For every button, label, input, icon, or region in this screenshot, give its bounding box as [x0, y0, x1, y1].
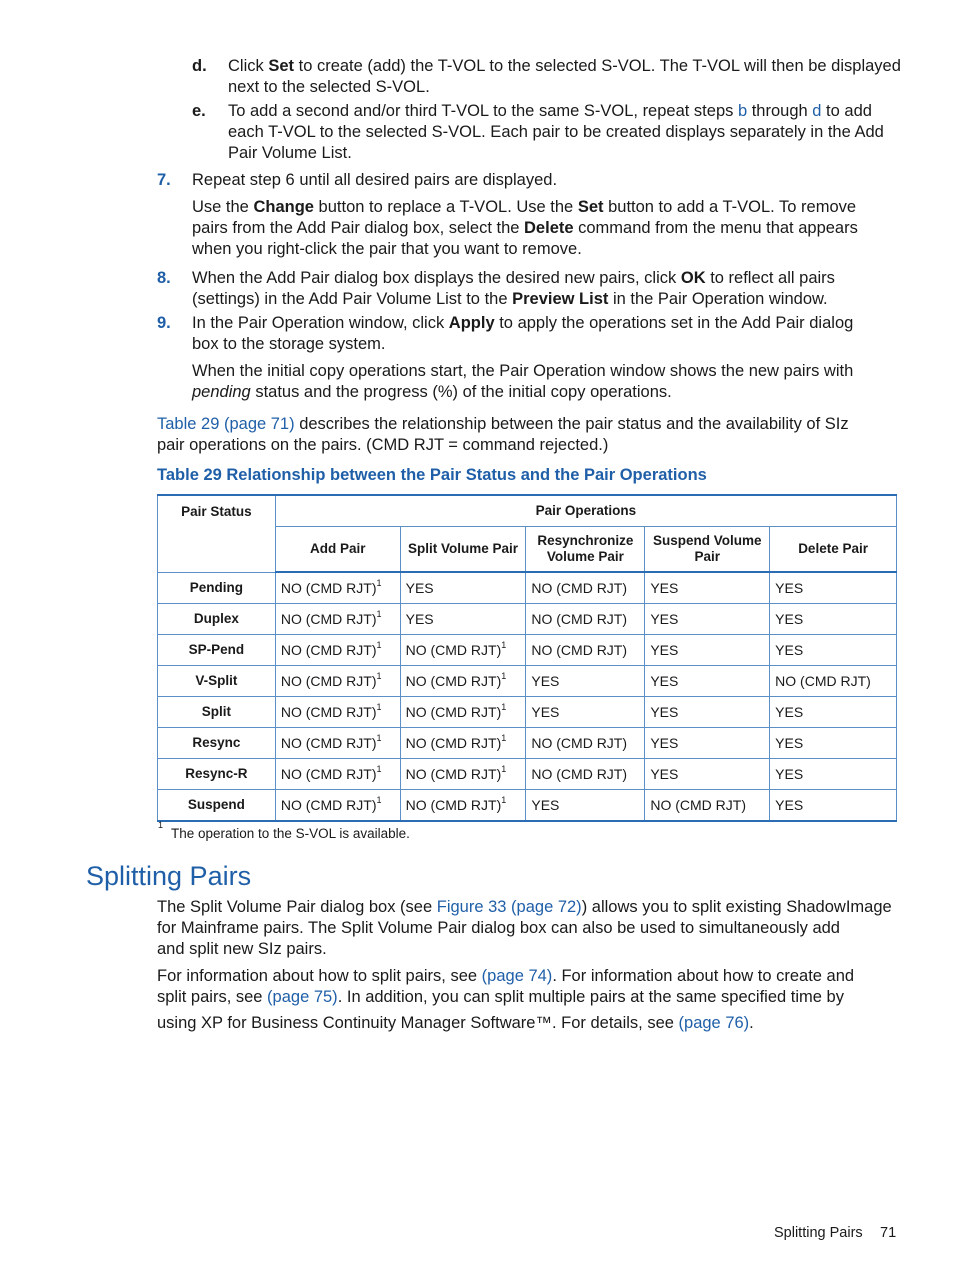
s9-p-l2: status and the progress (%) of the initial copy operations. — [250, 383, 672, 401]
row-status: Pending — [158, 572, 276, 604]
table-cell — [645, 759, 770, 790]
footnote-ref: 1 — [501, 640, 507, 650]
table-cell — [645, 666, 770, 697]
step-9-text — [192, 313, 853, 355]
cell-value: YES — [650, 704, 679, 720]
cell-value: YES — [650, 642, 679, 658]
footnote-ref: 1 — [501, 795, 507, 805]
footnote-ref: 1 — [376, 733, 382, 743]
s8-ok: OK — [680, 269, 706, 287]
cell-value: NO (CMD RJT) — [650, 797, 746, 813]
step-8-label: 8. — [157, 269, 171, 287]
cell-value: YES — [531, 797, 560, 813]
step-7-label: 7. — [157, 171, 171, 189]
s7-l2a: pairs from the Add Pair dialog box, select the — [192, 219, 525, 237]
cell-value: YES — [775, 642, 804, 658]
table-cell — [275, 728, 400, 759]
step-d-pre: Click — [228, 57, 269, 75]
footnote-ref: 1 — [376, 702, 382, 712]
step-9-paragraph — [192, 361, 853, 403]
table-cell — [526, 790, 645, 822]
cell-value: NO (CMD RJT) — [531, 580, 628, 596]
table-29-link[interactable]: Table 29 (page 71) — [157, 415, 295, 433]
s7-change: Change — [253, 198, 314, 216]
p1-line2: for Mainframe pairs. The Split Volume Pair dialog box can also be used to simultaneously add — [157, 919, 840, 937]
s7-pa: Use the — [192, 198, 254, 216]
page-75-link[interactable]: (page 75) — [267, 988, 338, 1006]
p2-l3a: using XP for Business Continuity Manager Software™. For details, see — [157, 1014, 679, 1032]
cell-value: NO (CMD RJT) — [280, 673, 377, 689]
footnote-ref: 1 — [501, 702, 507, 712]
s9-apply: Apply — [448, 314, 495, 332]
s8-preview: Preview List — [512, 290, 609, 308]
table-cell — [526, 572, 645, 604]
table-cell — [526, 604, 645, 635]
col-split-volume-pair: Split Volume Pair — [400, 526, 526, 572]
s8-l1b: to reflect all pairs — [705, 269, 835, 287]
s9-l1a: In the Pair Operation window, click — [192, 314, 449, 332]
table-cell — [645, 728, 770, 759]
cell-value: YES — [650, 580, 679, 596]
p2-l2a: split pairs, see — [157, 988, 268, 1006]
cell-value: NO (CMD RJT) — [405, 673, 502, 689]
row-status: Duplex — [158, 604, 276, 635]
step-e-line1c: to add — [821, 102, 872, 120]
footnote-ref: 1 — [376, 609, 382, 619]
intro-line1: describes the relationship between the pair status and the availability of SIz — [294, 415, 849, 433]
footnote-ref: 1 — [376, 671, 382, 681]
section-paragraph-1 — [157, 897, 892, 960]
footnote-ref: 1 — [501, 671, 507, 681]
s7-set: Set — [577, 198, 604, 216]
table-row — [158, 572, 897, 604]
step-8-text — [192, 268, 835, 310]
step-e-label: e. — [192, 102, 206, 120]
table-cell — [645, 572, 770, 604]
table-row — [158, 790, 897, 822]
p1-b: ) allows you to split existing ShadowImage — [581, 898, 892, 916]
table-cell — [770, 728, 897, 759]
table-cell — [645, 790, 770, 822]
table-row — [158, 728, 897, 759]
table-cell — [770, 635, 897, 666]
step-d-link[interactable]: d — [812, 102, 822, 120]
footnote-ref: 1 — [376, 578, 382, 588]
cell-value: NO (CMD RJT) — [531, 642, 628, 658]
table-cell — [526, 759, 645, 790]
step-d-post: to create (add) the T-VOL to the selected S-VOL. The T-VOL will then be displayed — [294, 57, 901, 75]
table-cell — [275, 666, 400, 697]
table-row — [158, 759, 897, 790]
table-intro — [157, 414, 849, 456]
step-e-line3: Pair Volume List. — [228, 144, 352, 162]
s8-l2a: (settings) in the Add Pair Volume List to the — [192, 290, 513, 308]
p2-l2b: . In addition, you can split multiple pairs at the same specified time by — [337, 988, 844, 1006]
step-e-line1a: To add a second and/or third T-VOL to the same S-VOL, repeat steps — [228, 102, 738, 120]
cell-value: NO (CMD RJT) — [405, 766, 502, 782]
table-cell — [400, 572, 526, 604]
table-cell — [275, 635, 400, 666]
cell-value: NO (CMD RJT) — [280, 611, 377, 627]
table-row — [158, 604, 897, 635]
table-cell — [275, 790, 400, 822]
step-7-paragraph — [192, 197, 858, 260]
table-cell — [645, 697, 770, 728]
footnote-mark: 1 — [158, 820, 164, 830]
row-status: V-Split — [158, 666, 276, 697]
p1-a: The Split Volume Pair dialog box (see — [157, 898, 437, 916]
footer-page-number: 71 — [880, 1225, 897, 1241]
step-e-text — [228, 101, 884, 164]
table-row — [158, 666, 897, 697]
cell-value: NO (CMD RJT) — [280, 704, 377, 720]
s8-l1a: When the Add Pair dialog box displays the desired new pairs, click — [192, 269, 681, 287]
cell-value: YES — [531, 704, 560, 720]
table-cell — [526, 697, 645, 728]
table-cell — [275, 572, 400, 604]
cell-value: YES — [650, 766, 679, 782]
s9-l2: box to the storage system. — [192, 335, 386, 353]
table-row — [158, 697, 897, 728]
cell-value: YES — [405, 611, 434, 627]
row-status: Suspend — [158, 790, 276, 822]
col-suspend-volume-pair: Suspend Volume Pair — [645, 526, 770, 572]
p2-b: . For information about how to create and — [552, 967, 855, 985]
section-heading: Splitting Pairs — [86, 861, 252, 891]
s9-p-l1: When the initial copy operations start, the Pair Operation window shows the new pairs with — [192, 362, 854, 380]
table-cell — [526, 666, 645, 697]
footnote-ref: 1 — [501, 733, 507, 743]
footnote-ref: 1 — [376, 640, 382, 650]
cell-value: NO (CMD RJT) — [405, 735, 502, 751]
cell-value: YES — [650, 611, 679, 627]
cell-value: NO (CMD RJT) — [531, 735, 628, 751]
step-9-label: 9. — [157, 314, 171, 332]
cell-value: YES — [650, 735, 679, 751]
col-pair-operations: Pair Operations — [275, 495, 896, 526]
cell-value: YES — [775, 704, 804, 720]
cell-value: NO (CMD RJT) — [280, 642, 377, 658]
s9-l1b: to apply the operations set in the Add Pair dialog — [494, 314, 854, 332]
table-cell — [400, 604, 526, 635]
pair-operations-table — [157, 494, 897, 822]
table-cell — [645, 604, 770, 635]
table-cell — [275, 697, 400, 728]
step-e-line1b: through — [747, 102, 813, 120]
s7-l2b: command from the menu that appears — [573, 219, 858, 237]
page-74-link[interactable]: (page 74) — [481, 967, 553, 985]
table-cell — [770, 572, 897, 604]
table-cell — [275, 604, 400, 635]
step-d-label: d. — [192, 57, 207, 75]
s7-l3: when you right-click the pair that you want to remove. — [192, 240, 582, 258]
table-cell — [400, 728, 526, 759]
cell-value: NO (CMD RJT) — [775, 673, 871, 689]
cell-value: YES — [775, 797, 804, 813]
table-cell — [526, 728, 645, 759]
s7-delete: Delete — [524, 219, 574, 237]
cell-value: YES — [405, 580, 434, 596]
s9-pending: pending — [192, 383, 251, 401]
table-cell — [770, 790, 897, 822]
table-cell — [770, 759, 897, 790]
cell-value: YES — [531, 673, 560, 689]
table-cell — [770, 666, 897, 697]
footnote-ref: 1 — [501, 764, 507, 774]
footnote-ref: 1 — [376, 764, 382, 774]
step-e-line2: each T-VOL to the selected S-VOL. Each pair to be created displays separately in the Add — [228, 123, 884, 141]
footnote-text: The operation to the S-VOL is available. — [171, 826, 410, 841]
table-cell — [770, 604, 897, 635]
table-cell — [400, 790, 526, 822]
table-cell — [400, 635, 526, 666]
cell-value: NO (CMD RJT) — [405, 642, 502, 658]
cell-value: YES — [775, 766, 804, 782]
table-cell — [526, 635, 645, 666]
row-status: Resync-R — [158, 759, 276, 790]
page-76-link[interactable]: (page 76) — [678, 1014, 750, 1032]
s7-pb: button to replace a T-VOL. Use the — [313, 198, 578, 216]
table-cell — [400, 759, 526, 790]
cell-value: YES — [775, 611, 804, 627]
cell-value: NO (CMD RJT) — [531, 611, 628, 627]
cell-value: NO (CMD RJT) — [405, 704, 502, 720]
s7-pc: button to add a T-VOL. To remove — [603, 198, 857, 216]
cell-value: NO (CMD RJT) — [280, 797, 377, 813]
table-cell — [770, 697, 897, 728]
row-status: Split — [158, 697, 276, 728]
p1-line3: and split new SIz pairs. — [157, 940, 327, 958]
cell-value: YES — [775, 735, 804, 751]
footnote-ref: 1 — [376, 795, 382, 805]
row-status: SP-Pend — [158, 635, 276, 666]
step-d-set: Set — [268, 57, 295, 75]
table-title: Table 29 Relationship between the Pair Status and the Pair Operations — [157, 466, 707, 484]
section-paragraph-2 — [157, 966, 854, 1034]
cell-value: NO (CMD RJT) — [280, 735, 377, 751]
cell-value: YES — [775, 580, 804, 596]
col-delete-pair: Delete Pair — [770, 526, 897, 572]
table-row — [158, 635, 897, 666]
cell-value: YES — [650, 673, 679, 689]
step-7-text: Repeat step 6 until all desired pairs are displayed. — [192, 171, 558, 189]
p2-a: For information about how to split pairs, see — [157, 967, 482, 985]
table-cell — [400, 697, 526, 728]
s8-l2b: in the Pair Operation window. — [608, 290, 828, 308]
row-status: Resync — [158, 728, 276, 759]
col-pair-status: Pair Status — [158, 495, 276, 572]
col-resynchronize-volume-pair: Resynchronize Volume Pair — [526, 526, 645, 572]
table-cell — [645, 635, 770, 666]
step-d-text — [228, 56, 901, 98]
p2-l3b: . — [749, 1014, 754, 1032]
step-b-link[interactable]: b — [737, 102, 748, 120]
intro-line2: pair operations on the pairs. (CMD RJT = command rejected.) — [157, 436, 609, 454]
table-cell — [400, 666, 526, 697]
cell-value: NO (CMD RJT) — [531, 766, 628, 782]
cell-value: NO (CMD RJT) — [280, 766, 377, 782]
step-d-line2: next to the selected S-VOL. — [228, 78, 430, 96]
figure-33-link[interactable]: Figure 33 (page 72) — [436, 898, 582, 916]
cell-value: NO (CMD RJT) — [405, 797, 502, 813]
footer-section: Splitting Pairs — [774, 1225, 863, 1241]
cell-value: NO (CMD RJT) — [280, 580, 377, 596]
table-cell — [275, 759, 400, 790]
col-add-pair: Add Pair — [275, 526, 400, 572]
